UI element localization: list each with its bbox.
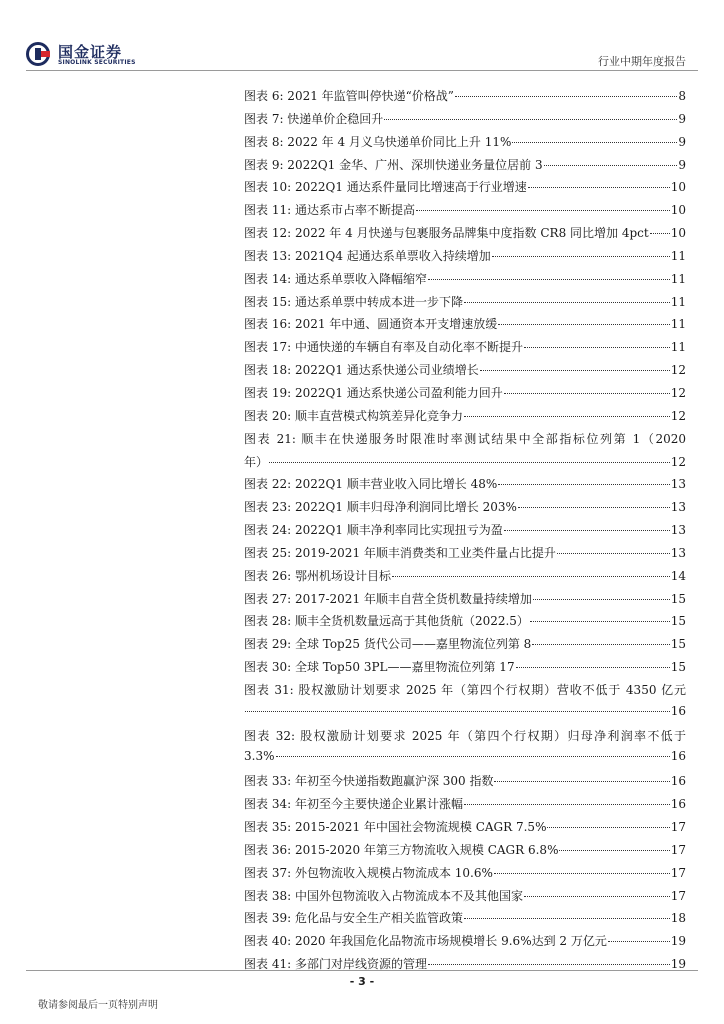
toc-entry[interactable] [244,156,686,179]
toc-entry-label: 图表 33: 年初至今快递指数跑赢沪深 300 指数 [244,774,494,789]
dot-leader [504,393,670,394]
toc-entry-page: 12 [670,385,686,400]
toc-entry-label: 图表 11: 通达系市占率不断提高 [244,203,415,218]
report-type: 行业中期年度报告 [598,55,686,68]
page-number: - 3 - [349,975,375,988]
toc-entry-page: 15 [670,660,686,675]
dot-leader [480,370,670,371]
toc-entry-label: 图表 38: 中国外包物流收入占物流成本不及其他国家 [244,888,523,903]
toc-entry[interactable] [244,887,686,910]
dot-leader [269,462,670,463]
dot-leader [245,711,670,712]
toc-entry-page: 14 [670,568,686,583]
toc-entry-page: 12 [670,454,686,469]
toc-entry[interactable] [244,590,686,613]
toc-entry-page: 8 [678,89,686,103]
toc-entry-label: 图表 16: 2021 年中通、圆通资本开支增速放缓 [244,317,498,332]
toc-entry-label: 图表 10: 2022Q1 通达系件量同比增速高于行业增速 [244,180,527,195]
toc-entry-label: 图表 34: 年初至今主要快递企业累计涨幅 [244,797,463,812]
dot-leader [428,279,670,280]
dot-leader [464,416,670,417]
toc-entry-label: 图表 17: 中通快递的车辆自有率及自动化率不断提升 [244,340,523,355]
toc-entry-label: 图表 14: 通达系单票收入降幅缩窄 [244,271,427,286]
toc-entry-page: 11 [670,294,686,309]
dot-leader [494,781,669,782]
toc-entry[interactable] [244,658,686,681]
toc-entry-label: 图表 26: 鄂州机场设计目标 [244,568,391,583]
dot-leader [504,530,670,531]
toc-entry-31[interactable] [244,681,686,727]
toc-entry-page: 17 [670,888,686,903]
toc-entry-page: 11 [670,248,686,263]
dot-leader [494,873,670,874]
dot-leader [532,644,669,645]
toc-entry[interactable] [244,795,686,818]
toc-entry-page: 11 [670,271,686,286]
toc-entry-label: 图表 6: 2021 年监管叫停快递“价格战” [244,89,454,103]
toc-entry-page: 9 [678,157,686,172]
toc-entry-label: 图表 41: 多部门对岸线资源的管理 [244,957,427,972]
toc-entry[interactable] [244,932,686,955]
toc-entry-label: 图表 12: 2022 年 4 月快递与包裹服务品牌集中度指数 CR8 同比增加 4pct [244,226,649,241]
toc-entry-label-cont: 年） [244,454,269,469]
toc-entry-label: 图表 7: 快递单价企稳回升 [244,111,384,126]
toc-entry[interactable] [244,110,686,133]
dot-leader [492,256,670,257]
toc-entry-label: 图表 27: 2017-2021 年顺丰自营全货机数量持续增加 [244,591,532,606]
toc-entry[interactable] [244,361,686,384]
toc-entry-page: 11 [670,317,686,332]
toc-entry-21[interactable] [244,430,686,476]
toc-entry-label: 图表 32: 股权激励计划要求 2025 年（第四个行权期）归母净利润率不低于 [244,728,686,743]
dot-leader [416,210,670,211]
toc-entry-label-cont: 3.3% [244,749,275,764]
toc-entry-page: 10 [670,203,686,218]
toc-entry-label: 图表 21: 顺丰在快递服务时限准时率测试结果中全部指标位列第 1（2020 [244,431,686,446]
toc-entry-page: 13 [670,545,686,560]
toc-entry-label: 图表 8: 2022 年 4 月义乌快递单价同比上升 11% [244,134,512,149]
dot-leader [464,918,670,919]
toc-entry-page: 12 [670,408,686,423]
toc-entry[interactable] [244,270,686,293]
toc-entry-label: 图表 35: 2015-2021 年中国社会物流规模 CAGR 7.5% [244,820,547,834]
toc-entry-page: 19 [670,957,686,972]
toc-entry-page: 11 [670,340,686,355]
dot-leader [547,827,669,828]
toc-entry-label: 图表 30: 全球 Top50 3PL——嘉里物流位列第 17 [244,660,515,675]
dot-leader [533,599,670,600]
toc-entry[interactable] [244,864,686,887]
company-name-en: SINOLINK SECURITIES [58,59,136,66]
dot-leader [608,941,670,942]
toc-entry[interactable] [244,384,686,407]
toc-entry-label: 图表 25: 2019-2021 年顺丰消费类和工业类件量占比提升 [244,545,556,560]
toc-entry[interactable] [244,201,686,224]
dot-leader [530,621,670,622]
toc-entry[interactable] [244,544,686,567]
toc-entry-label: 图表 37: 外包物流收入规模占物流成本 10.6% [244,865,493,880]
dot-leader [518,507,670,508]
toc-entry-page: 12 [670,363,686,378]
toc-entry-page: 17 [670,865,686,880]
toc-entry-label: 图表 13: 2021Q4 起通达系单票收入持续增加 [244,248,491,263]
toc-entry[interactable] [244,407,686,430]
table-of-figures [244,87,686,978]
toc-entry[interactable] [244,567,686,590]
dot-leader [516,667,670,668]
toc-entry[interactable] [244,224,686,247]
toc-entry-page: 9 [678,111,686,126]
dot-leader [559,850,669,851]
dot-leader [512,142,677,143]
dot-leader [498,484,669,485]
toc-entry[interactable] [244,247,686,270]
toc-entry-page: 10 [670,226,686,241]
dot-leader [524,347,670,348]
page-header [0,0,724,78]
disclaimer: 敬请参阅最后一页特别声明 [38,1000,158,1011]
sinolink-logo-icon [26,42,52,66]
toc-entry[interactable] [244,818,686,841]
toc-entry-label: 图表 24: 2022Q1 顺丰净利率同比实现扭亏为盈 [244,523,503,538]
toc-entry[interactable] [244,772,686,795]
dot-leader [524,896,670,897]
dot-leader [455,96,677,97]
toc-entry-label: 图表 36: 2015-2020 年第三方物流收入规模 CAGR 6.8% [244,842,559,857]
toc-entry[interactable] [244,178,686,201]
toc-entry-page: 17 [670,820,686,834]
toc-entry-32[interactable] [244,727,686,773]
toc-entry-page: 16 [670,703,686,718]
toc-entry-page: 16 [670,749,686,764]
toc-entry-page: 16 [670,774,686,789]
toc-entry-label: 图表 29: 全球 Top25 货代公司——嘉里物流位列第 8 [244,637,532,652]
toc-entry-label: 图表 18: 2022Q1 通达系快递公司业绩增长 [244,363,479,378]
toc-entry-label: 图表 15: 通达系单票中转成本进一步下降 [244,294,463,309]
toc-entry[interactable] [244,293,686,316]
toc-entry-label: 图表 40: 2020 年我国危化品物流市场规模增长 9.6%达到 2 万亿元 [244,934,607,949]
toc-entry-page: 15 [670,591,686,606]
dot-leader [276,756,670,757]
dot-leader [464,804,670,805]
toc-entry-page: 17 [670,842,686,857]
dot-leader [528,187,670,188]
toc-entry[interactable] [244,498,686,521]
toc-entry[interactable] [244,612,686,635]
dot-leader [650,233,670,234]
toc-entry-page: 16 [670,797,686,812]
toc-entry[interactable] [244,521,686,544]
toc-entry-page: 13 [670,523,686,538]
toc-entry-page: 15 [670,637,686,652]
toc-entry-label: 图表 28: 顺丰全货机数量远高于其他货航（2022.5） [244,614,529,629]
toc-entry-label: 图表 23: 2022Q1 顺丰归母净利润同比增长 203% [244,500,517,515]
toc-entry-label: 图表 9: 2022Q1 金华、广州、深圳快递业务量位居前 3 [244,157,543,172]
toc-entry-label: 图表 31: 股权激励计划要求 2025 年（第四个行权期）营收不低于 4350 亿元 [244,682,686,697]
footer-divider [26,970,698,971]
header-divider [26,70,698,71]
dot-leader [464,302,670,303]
toc-entry-page: 15 [670,614,686,629]
toc-entry[interactable] [244,338,686,361]
toc-entry[interactable] [244,475,686,498]
dot-leader [428,964,670,965]
toc-entry-page: 18 [670,911,686,926]
toc-entry[interactable] [244,87,686,110]
toc-entry[interactable] [244,315,686,338]
toc-entry-label: 图表 39: 危化品与安全生产相关监管政策 [244,911,463,926]
toc-entry[interactable] [244,841,686,864]
toc-entry-label: 图表 19: 2022Q1 通达系快递公司盈利能力回升 [244,385,503,400]
toc-entry[interactable] [244,133,686,156]
toc-entry-page: 10 [670,180,686,195]
toc-entry-page: 9 [678,134,686,149]
dot-leader [498,324,669,325]
company-logo [26,40,146,68]
toc-entry-label: 图表 20: 顺丰直营模式构筑差异化竞争力 [244,408,463,423]
toc-entry[interactable] [244,635,686,658]
toc-entry-page: 13 [670,477,686,492]
toc-entry-page: 13 [670,500,686,515]
company-name-cn: 国金证券 [58,43,123,61]
dot-leader [557,553,670,554]
dot-leader [392,576,670,577]
toc-entry-page: 19 [670,934,686,949]
toc-entry[interactable] [244,909,686,932]
dot-leader [384,119,677,120]
toc-entry-label: 图表 22: 2022Q1 顺丰营业收入同比增长 48% [244,477,498,492]
dot-leader [544,165,678,166]
